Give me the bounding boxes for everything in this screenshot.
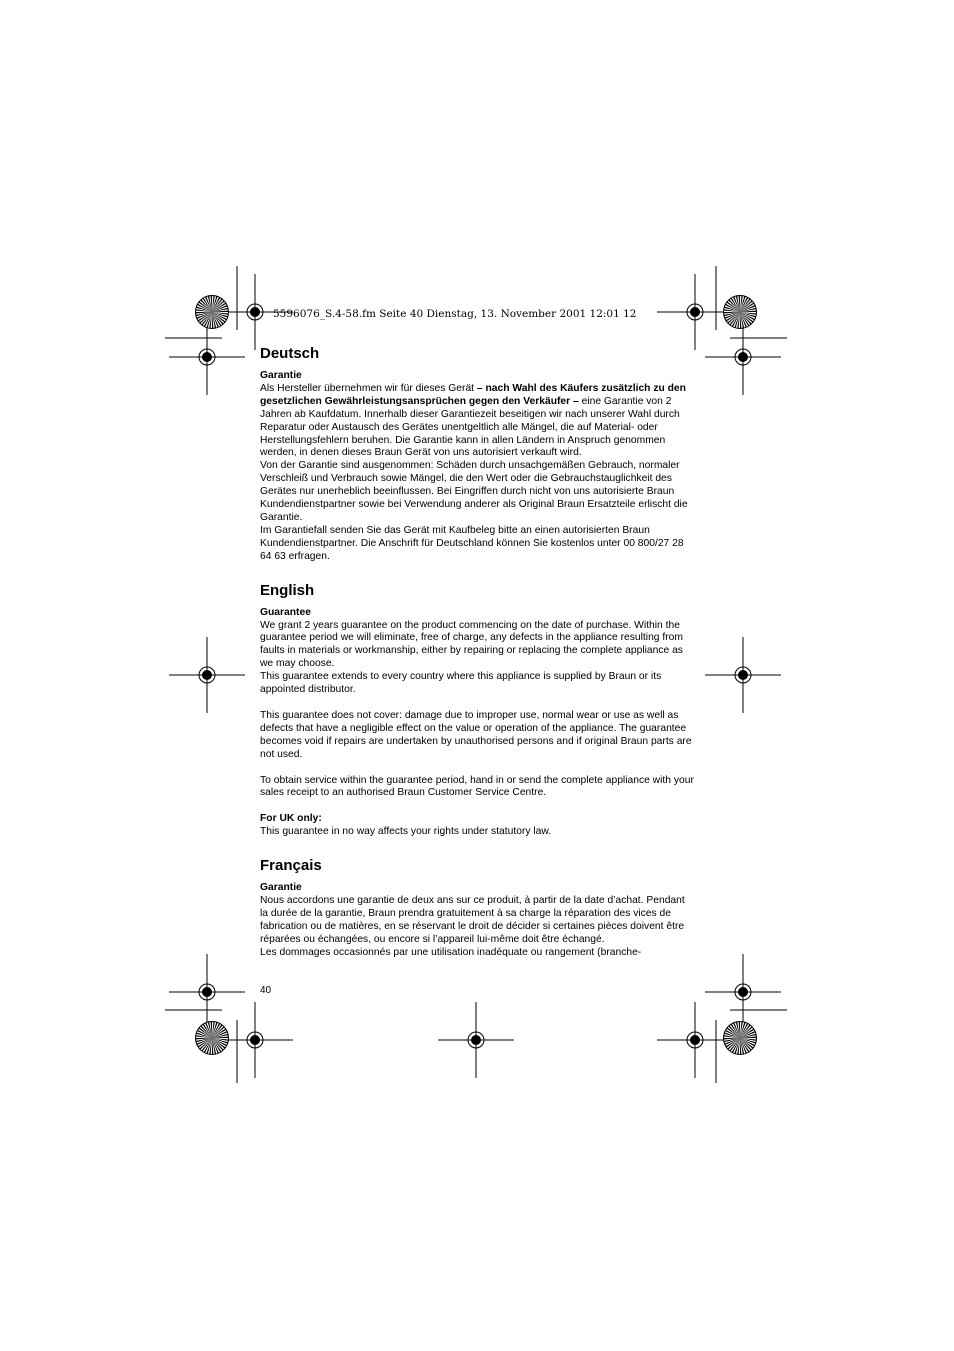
paragraph-en-1: We grant 2 years guarantee on the product commencing on the date of purchase. Within the guarantee period we will eliminate, free of charge, any defects in the appliance resulting from faults in materials or workmanship, either by repairing or replacing the complete appliance as we may choose. [260,619,683,670]
registration-mark-icon [169,954,245,1030]
page-content [260,344,694,960]
starburst-target-icon [196,296,229,329]
registration-mark-icon [169,637,245,713]
uk-only-text: This guarantee in no way affects your rights under statutory law. [260,826,552,838]
paragraph-fr-2: Les dommages occasionnés par une utilisation inadéquate ou rangement (branche- [260,946,642,958]
section-francais [260,856,694,959]
starburst-target-icon [724,296,757,329]
uk-only-label: For UK only: [260,813,322,825]
registration-mark-icon [438,1002,514,1078]
registration-mark-icon [705,637,781,713]
registration-mark-icon [657,1002,733,1078]
paragraph-fr-1: Nous accordons une garantie de deux ans sur ce produit, à partir de la date d’achat. Pendant la durée de la garantie, Braun prendra gratuitement à sa charge la réparation des vices de fabrication ou de matières, en se réservant le droit de décider si certaines pièces doivent être réparées ou échangées, ou encore si l’appareil lui-même doit être échangé. [260,895,685,945]
section-deutsch [260,344,694,564]
section-title-deutsch: Deutsch [260,345,320,362]
paragraph-en-2: This guarantee extends to every country where this appliance is supplied by Braun or its appointed distributor. [260,671,662,696]
registration-mark-icon [705,954,781,1030]
paragraph-de-2: Von der Garantie sind ausgenommen: Schäden durch unsachgemäßen Gebrauch, normaler Verschleiß und Verbrauch sowie Mängel, die den Wert oder die Gebrauchstauglichkeit des Gerätes nur unerheblich beeinflussen. Bei Eingriffen durch nicht von uns autorisierte Braun Kundendienstpartner sowie bei Verwendung anderer als Original Braun Ersatzteile erlischt die Garantie. [260,460,688,523]
subtitle-garantie-de: Garantie [260,370,302,381]
section-title-english: English [260,581,315,599]
paragraph-en-4: To obtain service within the guarantee period, hand in or send the complete appliance with your sales receipt to an authorised Braun Customer Service Centre. [260,774,694,799]
starburst-target-icon [724,1022,757,1055]
section-english [260,581,694,840]
paragraph-de-1-b: eine Garantie von 2 Jahren ab Kaufdatum. Innerhalb dieser Garantiezeit beseitigen wir nach unserer Wahl durch Reparatur oder Austausch des Gerätes unentgeltlich alle Mängel, die auf Material- oder Herstellungsfehlern beruhen. Die Garantie kann in allen Ländern in Anspruch genommen werden, in denen dieses Braun Gerät von uns autorisiert verkauft wird. [260,395,680,459]
registration-mark-icon [705,319,781,395]
subtitle-garantie-fr: Garantie [260,882,302,894]
paragraph-de-1-bold: – nach Wahl des Käufers zusätzlich zu den gesetzlichen Gewährleistungsansprüchen gegen den Verkäufer – [260,382,686,407]
page-number: 40 [260,985,272,996]
paragraph-en-3: This guarantee does not cover: damage due to improper use, normal wear or use as well as defects that have a negligible effect on the value or operation of the appliance. The guarantee becomes void if repairs are undertaken by unauthorised persons and if original Braun parts are not used. [260,709,692,760]
section-title-francais: Français [260,857,322,875]
paragraph-de-1 [260,383,694,460]
starburst-target-icon [196,1022,229,1055]
paragraph-de-1-a: Als Hersteller übernehmen wir für dieses Gerät [260,382,477,394]
subtitle-guarantee-en: Guarantee [260,606,311,618]
registration-mark-icon [657,274,733,350]
registration-mark-icon [169,319,245,395]
paragraph-de-3: Im Garantiefall senden Sie das Gerät mit Kaufbeleg bitte an einen autorisierten Braun Kundendienstpartner. Die Anschrift für Deutschland können Sie kostenlos unter 00 800/27 28 64 63 erfragen. [260,524,684,562]
file-info-header: 5596076_S.4-58.fm Seite 40 Dienstag, 13. November 2001 12:01 12 [273,308,637,320]
